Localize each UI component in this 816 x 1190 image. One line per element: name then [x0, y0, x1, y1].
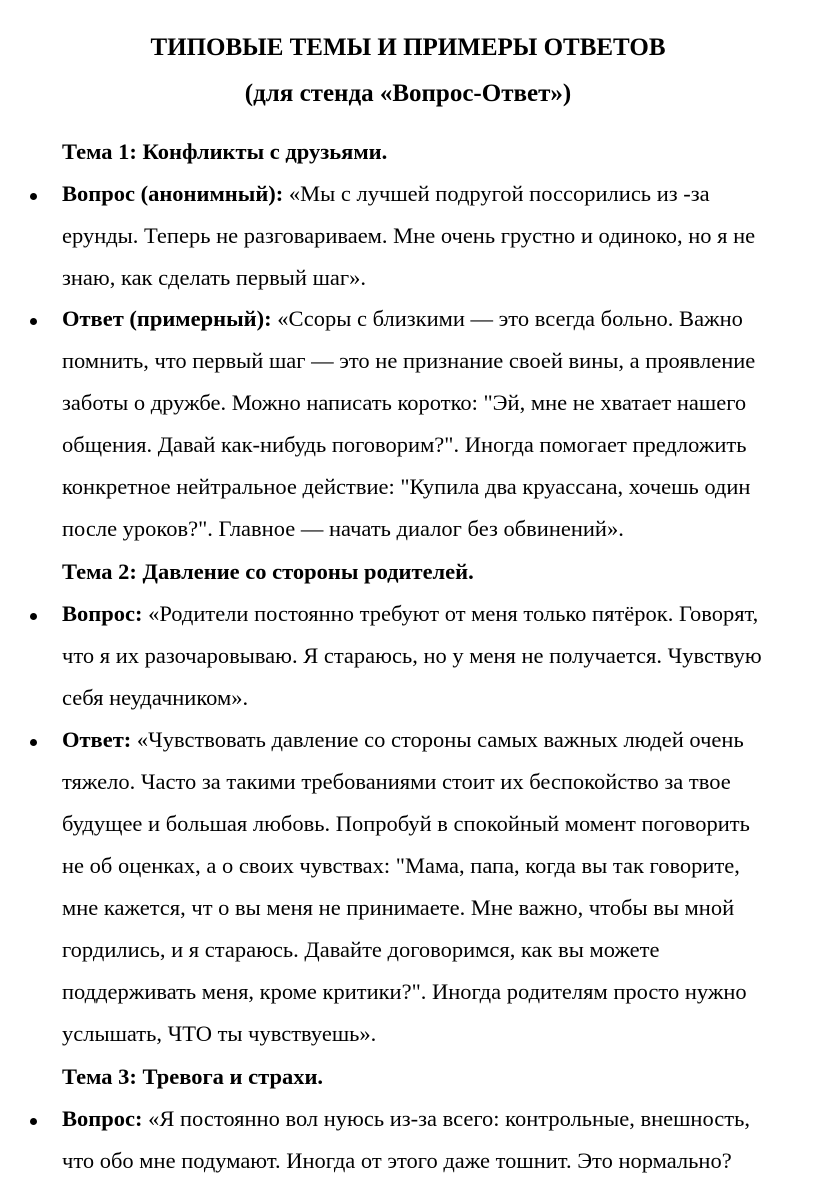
topic-2-answer-line-1: Ответ: «Чувствовать давление со стороны самых важных людей очень	[62, 727, 744, 752]
topic-1-question-line-1: Вопрос (анонимный): «Мы с лучшей подругой поссорились из -за	[62, 181, 710, 206]
question-label: Вопрос:	[62, 1106, 143, 1131]
topic-1-question-line-2: ерунды. Теперь не разговариваем. Мне очень грустно и одиноко, но я не	[62, 223, 756, 248]
topic-1-question-line-3: знаю, как сделать первый шаг».	[62, 265, 366, 290]
bullet-icon	[30, 613, 37, 620]
topic-2-answer-line-7: поддерживать меня, кроме критики?". Иногда родителям просто нужно	[62, 979, 747, 1004]
topic-3-heading: Тема 3: Тревога и страхи.	[62, 1064, 324, 1089]
bullet-icon	[30, 1118, 37, 1125]
topic-2-answer-line-6: гордились, и я стараюсь. Давайте договоримся, как вы можете	[62, 937, 660, 962]
topic-2-answer-line-5: мне кажется, чт о вы меня не принимаете. Мне важно, чтобы вы мной	[62, 895, 735, 920]
topic-1-heading: Тема 1: Конфликты с друзьями.	[62, 139, 388, 164]
topic-2-question-line-3: себя неудачником».	[62, 685, 249, 710]
answer-label: Ответ:	[62, 727, 132, 752]
question-label: Вопрос (анонимный):	[62, 181, 284, 206]
document-title: ТИПОВЫЕ ТЕМЫ И ПРИМЕРЫ ОТВЕТОВ	[150, 34, 666, 61]
topic-1-answer-line-6: после уроков?". Главное — начать диалог без обвинений».	[62, 516, 624, 541]
topic-3-question-line-1: Вопрос: «Я постоянно вол нуюсь из-за всего: контрольные, внешность,	[62, 1106, 750, 1131]
topic-2-answer-line-8: услышать, ЧТО ты чувствуешь».	[62, 1021, 377, 1046]
topic-2-answer-line-3: будущее и большая любовь. Попробуй в спокойный момент поговорить	[62, 811, 750, 836]
topic-1-answer-line-3: заботы о дружбе. Можно написать коротко: "Эй, мне не хватает нашего	[62, 390, 747, 415]
topic-2-answer-line-2: тяжело. Часто за такими требованиями стоит их беспокойство за твое	[62, 769, 731, 794]
document-subtitle: (для стенда «Вопрос-Ответ»)	[244, 80, 572, 107]
bullet-icon	[30, 318, 37, 325]
bullet-icon	[30, 193, 37, 200]
question-label: Вопрос:	[62, 601, 143, 626]
topic-3-question-line-2: что обо мне подумают. Иногда от этого даже тошнит. Это нормально?	[62, 1148, 732, 1173]
topic-1-answer-line-5: конкретное нейтральное действие: "Купила два круассана, хочешь один	[62, 474, 751, 499]
answer-label: Ответ (примерный):	[62, 306, 272, 331]
topic-2-question-line-2: что я их разочаровываю. Я стараюсь, но у меня не получается. Чувствую	[62, 643, 762, 668]
topic-2-answer-line-4: не об оценках, а о своих чувствах: "Мама, папа, когда вы так говорите,	[62, 853, 740, 878]
topic-1-answer-line-1: Ответ (примерный): «Ссоры с близкими — это всегда больно. Важно	[62, 306, 743, 331]
topic-2-heading: Тема 2: Давление со стороны родителей.	[62, 559, 474, 584]
topic-2-question-line-1: Вопрос: «Родители постоянно требуют от меня только пятёрок. Говорят,	[62, 601, 759, 626]
bullet-icon	[30, 739, 37, 746]
topic-1-answer-line-4: общения. Давай как-нибудь поговорим?". Иногда помогает предложить	[62, 432, 747, 457]
topic-1-answer-line-2: помнить, что первый шаг — это не признание своей вины, а проявление	[62, 348, 756, 373]
